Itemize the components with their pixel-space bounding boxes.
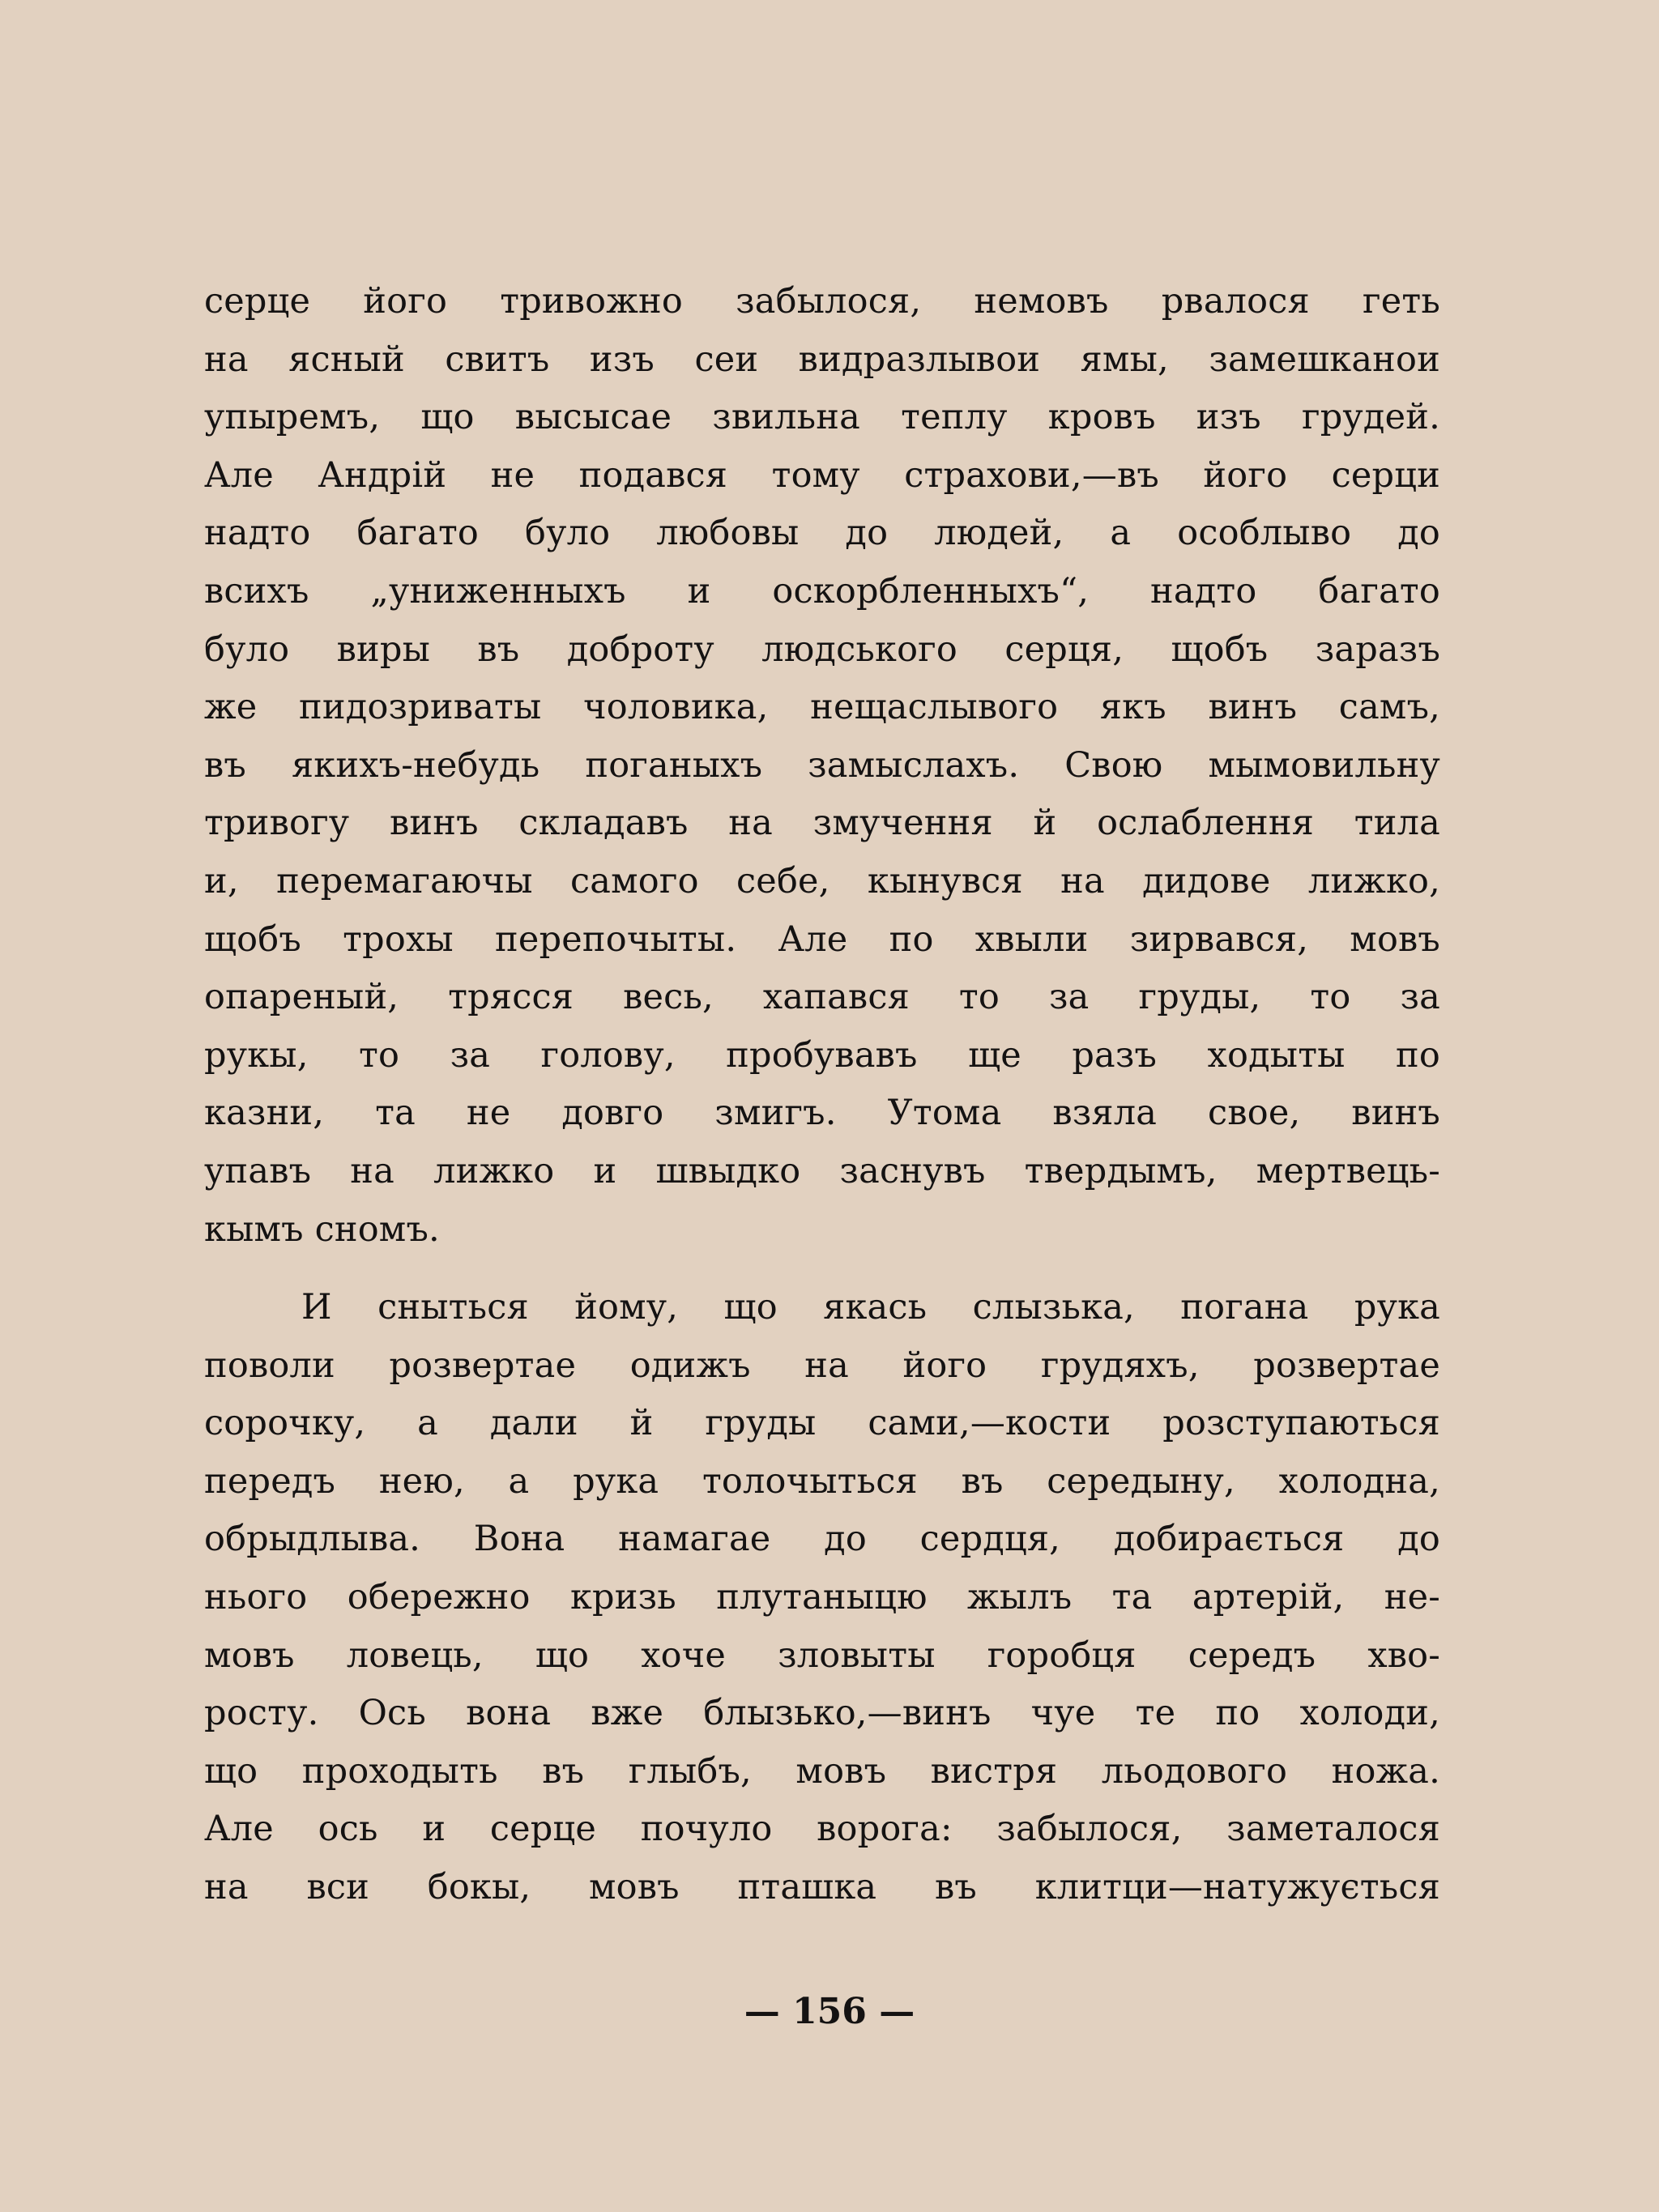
text-line: Але Андрій не подався тому страхови,—въ його серци: [204, 454, 1440, 496]
paragraph: [204, 1279, 1440, 1917]
text-line: що проходыть въ глыбъ, мовъ вистря льодового ножа.: [204, 1750, 1440, 1792]
text-line: рукы, то за голову, пробувавъ ще разъ ходыты по: [204, 1034, 1440, 1076]
text-line: тривогу винъ складавъ на змучення й ослаблення тила: [204, 803, 1440, 844]
text-line: на ясный свитъ изъ сеи видразлывои ямы, замешканои: [204, 339, 1440, 380]
text-line: всихъ „униженныхъ и оскорбленныхъ“, надто багато: [204, 570, 1440, 612]
text-line: упыремъ, що высысае звильна теплу кровъ изъ грудей.: [204, 397, 1440, 438]
text-line: поволи розвертае одижъ на його грудяхъ, розвертае: [204, 1345, 1440, 1386]
text-line: нього обережно кризь плутаныцю жылъ та артерій, не-: [204, 1577, 1440, 1618]
text-line: опареный, трясся весь, хапався то за груды, то за: [204, 977, 1440, 1018]
page-text: [204, 273, 1440, 1917]
text-line: було виры въ доброту людського серця, щобъ заразъ: [204, 629, 1440, 670]
text-line: росту. Ось вона вже блызько,—винъ чуе те по холоди,: [204, 1693, 1440, 1734]
text-line: щобъ трохы перепочыты. Але по хвыли зирвався, мовъ: [204, 918, 1440, 960]
text-line: упавъ на лижко и швыдко заснувъ твердымъ, мертвець-: [204, 1150, 1440, 1191]
text-line: Але ось и серце почуло ворога: забылося, заметалося: [204, 1809, 1440, 1850]
text-line: обрыдлыва. Вона намагае до сердця, добирається до: [204, 1519, 1440, 1560]
page-number: — 156 —: [744, 1991, 915, 2032]
text-line: кымъ сномъ.: [204, 1208, 440, 1250]
text-line: на вси бокы, мовъ пташка въ клитци—натужується: [204, 1867, 1440, 1908]
text-line: сорочку, а дали й груды сами,—кости розступаються: [204, 1403, 1440, 1444]
text-line: серце його тривожно забылося, немовъ рвалося геть: [204, 281, 1440, 322]
text-line: надто багато було любовы до людей, а особлыво до: [204, 513, 1440, 554]
text-line: и, перемагаючы самого себе, кынувся на дидове лижко,: [204, 860, 1440, 901]
text-line: мовъ ловець, що хоче зловыты горобця середъ хво-: [204, 1634, 1440, 1676]
text-line: передъ нею, а рука толочыться въ середыну, холодна,: [204, 1460, 1440, 1502]
paragraph-continued: [204, 273, 1440, 1259]
text-line: И сныться йому, що якась слызька, погана рука: [301, 1287, 1440, 1328]
text-line: казни, та не довго змигъ. Утома взяла свое, винъ: [204, 1093, 1440, 1134]
text-line: въ якихъ-небудь поганыхъ замыслахъ. Свою мымовильну: [204, 744, 1440, 786]
text-line: же пидозриваты чоловика, нещаслывого якъ винъ самъ,: [204, 687, 1440, 728]
